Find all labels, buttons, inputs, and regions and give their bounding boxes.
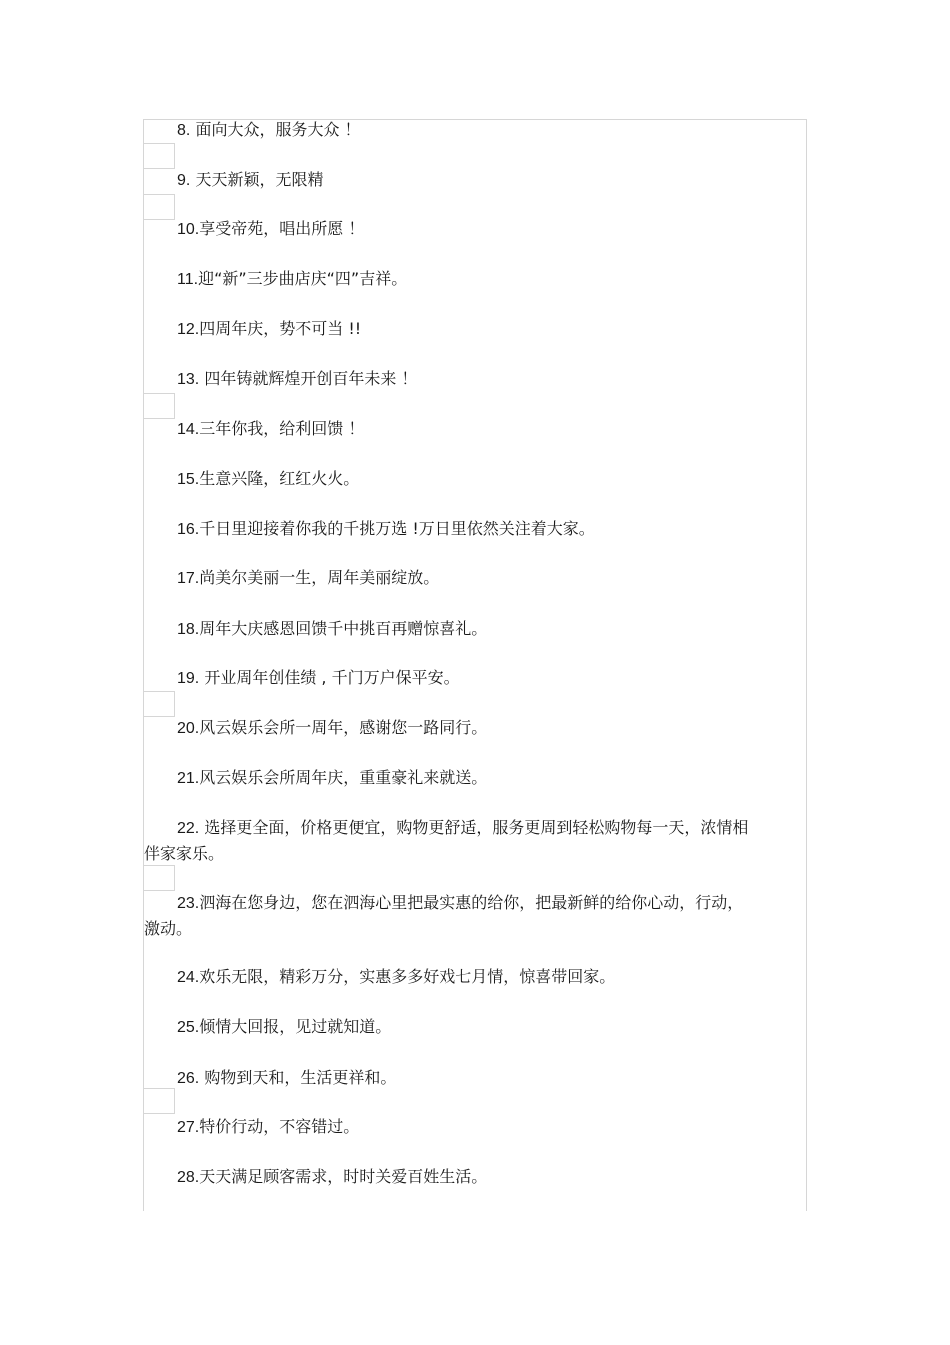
slogan-item: 9. 天天新颖，无限精 xyxy=(177,170,324,189)
slogan-item: 16.千日里迎接着你我的千挑万选 !万日里依然关注着大家。 xyxy=(177,519,595,538)
slogan-item: 11.迎“新”三步曲店庆“四”吉祥。 xyxy=(177,269,408,288)
table-cell-stub xyxy=(143,691,175,717)
slogan-item: 17.尚美尔美丽一生，周年美丽绽放。 xyxy=(177,568,440,587)
slogan-item: 12.四周年庆，势不可当 !! xyxy=(177,319,362,338)
slogan-item: 25.倾情大回报，见过就知道。 xyxy=(177,1017,392,1036)
page-frame-right xyxy=(806,119,807,1211)
slogan-item: 15.生意兴隆，红红火火。 xyxy=(177,469,360,488)
slogan-item: 10.享受帝苑，唱出所愿 ！ xyxy=(177,219,365,238)
slogan-item: 23.泗海在您身边，您在泗海心里把最实惠的给你，把最新鲜的给你心动，行动，激动。 xyxy=(144,893,744,938)
slogan-item: 26. 购物到天和，生活更祥和。 xyxy=(177,1068,397,1087)
slogan-item: 27.特价行动，不容错过。 xyxy=(177,1117,360,1136)
table-cell-stub xyxy=(143,143,175,169)
slogan-item: 24.欢乐无限，精彩万分，实惠多多好戏七月情，惊喜带回家。 xyxy=(177,967,616,986)
slogan-item: 22. 选择更全面，价格更便宜，购物更舒适，服务更周到轻松购物每一天，浓情相伴家家乐。 xyxy=(144,818,749,863)
slogan-item: 19. 开业周年创佳绩 , 千门万户保平安。 xyxy=(177,668,460,687)
page-frame-left xyxy=(143,119,144,1211)
table-cell-stub xyxy=(143,1088,175,1114)
table-cell-stub xyxy=(143,865,175,891)
slogan-item: 28.天天满足顾客需求，时时关爱百姓生活。 xyxy=(177,1167,488,1186)
table-cell-stub xyxy=(143,393,175,419)
slogan-item: 21.风云娱乐会所周年庆，重重豪礼来就送。 xyxy=(177,768,488,787)
slogan-item: 14.三年你我，给利回馈 ！ xyxy=(177,419,365,438)
slogan-item: 20.风云娱乐会所一周年，感谢您一路同行。 xyxy=(177,718,488,737)
slogan-item: 8. 面向大众，服务大众 ！ xyxy=(177,120,361,139)
table-cell-stub xyxy=(143,194,175,220)
slogan-item: 13. 四年铸就辉煌开创百年未来 ！ xyxy=(177,369,418,388)
slogan-item: 18.周年大庆感恩回馈千中挑百再赠惊喜礼。 xyxy=(177,619,488,638)
